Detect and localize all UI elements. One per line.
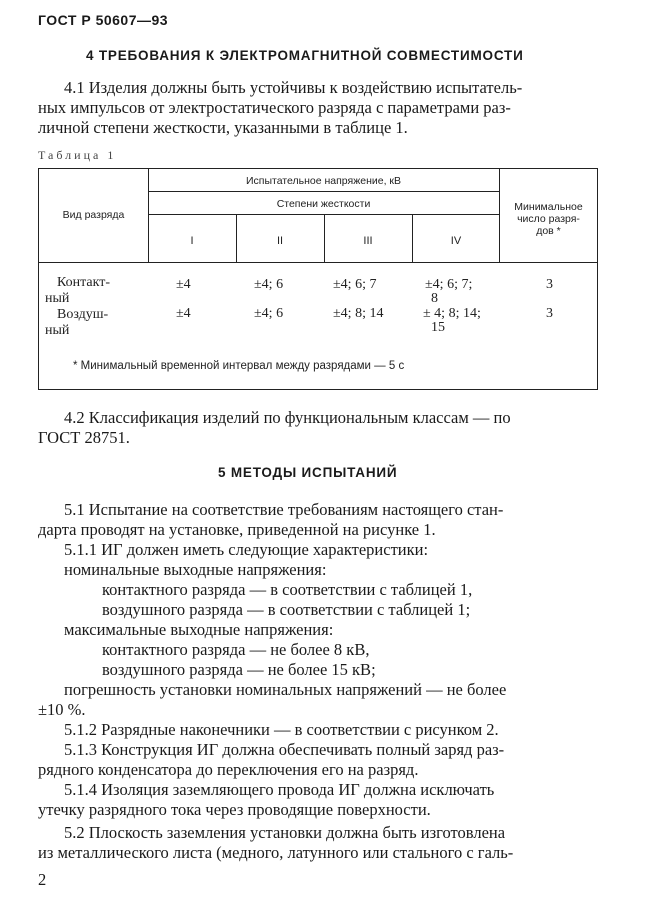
s5-line-18: из металлического листа (медного, латунного или стального с галь- — [38, 843, 514, 862]
s5-line-2: дарта проводят на установке, приведенной на рисунке 1. — [38, 520, 436, 539]
row-air-kind-1: Воздуш- — [57, 307, 109, 322]
header-min-count-2: число разря- — [517, 213, 580, 225]
section-4-title: 4 ТРЕБОВАНИЯ К ЭЛЕКТРОМАГНИТНОЙ СОВМЕСТИМОСТИ — [86, 48, 524, 63]
header-min-count-1: Минимальное — [514, 201, 583, 213]
s5-line-4: номинальные выходные напряжения: — [64, 560, 327, 579]
row-contact-min-count: 3 — [546, 277, 553, 292]
paragraph-4-1-line-1: 4.1 Изделия должны быть устойчивы к воздействию испытатель- — [64, 78, 523, 97]
s5-line-16: утечку разрядного тока через проводящие поверхности. — [38, 800, 431, 819]
row-air-degree-4-line-1: ± 4; 8; 14; — [423, 306, 481, 321]
row-contact-degree-1: ±4 — [176, 277, 191, 292]
table-1 — [38, 168, 598, 390]
s5-line-3: 5.1.1 ИГ должен иметь следующие характеристики: — [64, 540, 429, 559]
row-contact-kind-1: Контакт- — [57, 275, 111, 290]
header-min-count-3: дов * — [536, 225, 561, 237]
paragraph-4-2-line-1: 4.2 Классификация изделий по функциональным классам — по — [64, 408, 511, 427]
table-footnote: * Минимальный временной интервал между разрядами — 5 с — [73, 360, 405, 372]
s5-line-11: ±10 %. — [38, 700, 86, 719]
degree-3: III — [363, 235, 373, 247]
s5-line-12: 5.1.2 Разрядные наконечники — в соответствии с рисунком 2. — [64, 720, 499, 739]
s5-line-15: 5.1.4 Изоляция заземляющего провода ИГ должна исключать — [64, 780, 495, 799]
document-header: ГОСТ Р 50607—93 — [38, 12, 169, 28]
header-severity-degrees: Степени жесткости — [276, 198, 371, 210]
section-5-title: 5 МЕТОДЫ ИСПЫТАНИЙ — [218, 465, 398, 480]
s5-line-9: воздушного разряда — не более 15 кВ; — [102, 660, 376, 679]
paragraph-4-1-line-3: личной степени жесткости, указанными в таблице 1. — [38, 118, 408, 137]
page-number: 2 — [38, 870, 47, 889]
row-air-degree-3: ±4; 8; 14 — [333, 306, 384, 321]
s5-line-10: погрешность установки номинальных напряжений — не более — [64, 680, 507, 699]
row-contact-kind-2: ный — [45, 291, 70, 306]
header-discharge-type: Вид разряда — [62, 209, 125, 221]
row-air-min-count: 3 — [546, 306, 553, 321]
row-contact-degree-4-line-2: 8 — [431, 291, 438, 306]
row-air-degree-2: ±4; 6 — [254, 306, 284, 321]
degree-4: IV — [450, 235, 462, 247]
row-air-degree-4-line-2: 15 — [431, 320, 445, 335]
s5-line-7: максимальные выходные напряжения: — [64, 620, 334, 639]
degree-1: I — [190, 235, 194, 247]
degree-2: II — [276, 235, 284, 247]
table-caption: Таблица 1 — [38, 148, 117, 162]
s5-line-5: контактного разряда — в соответствии с таблицей 1, — [102, 580, 473, 599]
s5-line-6: воздушного разряда — в соответствии с таблицей 1; — [102, 600, 471, 619]
row-contact-degree-4-line-1: ±4; 6; 7; — [425, 277, 473, 292]
paragraph-4-1-line-2: ных импульсов от электростатического разряда с параметрами раз- — [38, 98, 511, 117]
s5-line-13: 5.1.3 Конструкция ИГ должна обеспечивать полный заряд раз- — [64, 740, 505, 759]
paragraph-4-2-line-2: ГОСТ 28751. — [38, 428, 130, 447]
row-air-kind-2: ный — [45, 323, 70, 338]
s5-line-1: 5.1 Испытание на соответствие требованиям настоящего стан- — [64, 500, 504, 519]
row-contact-degree-3: ±4; 6; 7 — [333, 277, 377, 292]
row-air-degree-1: ±4 — [176, 306, 191, 321]
s5-line-17: 5.2 Плоскость заземления установки должна быть изготовлена — [64, 823, 506, 842]
row-contact-degree-2: ±4; 6 — [254, 277, 284, 292]
s5-line-14: рядного конденсатора до переключения его на разряд. — [38, 760, 419, 779]
s5-line-8: контактного разряда — не более 8 кВ, — [102, 640, 370, 659]
header-test-voltage: Испытательное напряжение, кВ — [245, 175, 402, 187]
